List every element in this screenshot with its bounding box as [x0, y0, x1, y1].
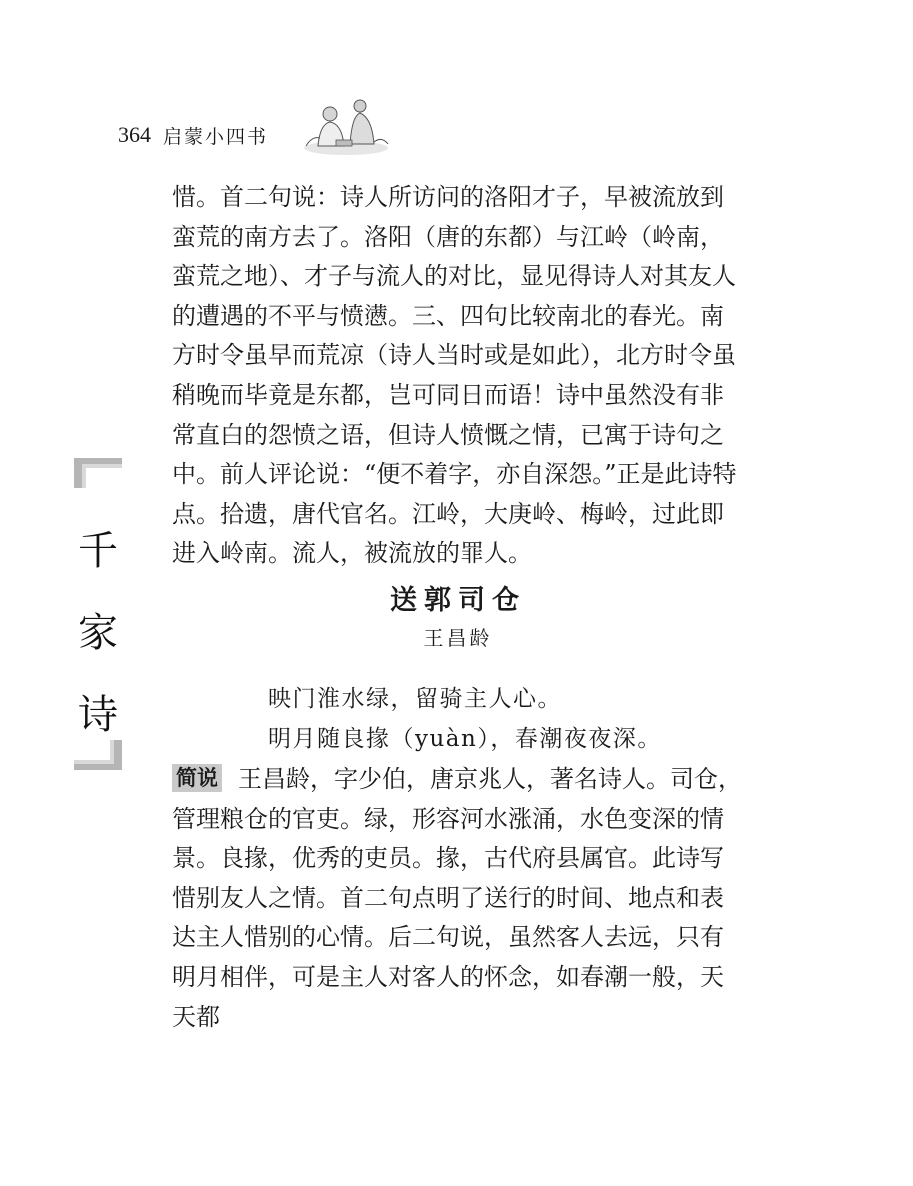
side-section-tab — [74, 458, 122, 770]
bracket-top-icon — [74, 458, 122, 488]
side-char-3: 诗 — [78, 692, 118, 738]
paragraph-previous-commentary: 惜。首二句说：诗人所访问的洛阳才子，早被流放到蛮荒的南方去了。洛阳（唐的东都）与江岭（岭南，蛮荒之地）、才子与流人的对比，显见得诗人对其友人的遭遇的不平与愤懑。三、四句比较南北的春光。南方时令虽早而荒凉（诗人当时或是如此），北方时令虽稍晚而毕竟是东都，岂可同日而语！诗中虽然没有非常直白的怨愤之语，但诗人愤慨之情，已寓于诗句之中。前人评论说：“便不着字，亦自深怨。”正是此诗特点。拾遗，唐代官名。江岭，大庚岭、梅岭，过此即进入岭南。流人，被流放的罪人。 — [172, 183, 737, 568]
commentary-text: 王昌龄，字少伯，唐京兆人，著名诗人。司仓，管理粮仓的官吏。绿，形容河水涨涌，水色变深的情景。良掾，优秀的吏员。掾，古代府县属官。此诗写惜别友人之情。首二句点明了送行的时间、地点和表达主人惜别的心情。后二句说，虽然客人去远，只有明月相伴，可是主人对客人的怀念，如春潮一般，天天都 — [172, 765, 742, 1031]
poem-author: 王昌龄 — [423, 626, 493, 650]
side-char-1: 千 — [78, 528, 118, 574]
book-title: 启蒙小四书 — [163, 125, 269, 148]
page-header — [118, 118, 268, 152]
commentary-label: 简说 — [172, 764, 222, 792]
side-char-2: 家 — [78, 610, 118, 656]
page-number: 364 — [118, 122, 151, 147]
poem-line-1: 映门淮水绿，留骑主人心。 — [268, 686, 562, 712]
scholars-illustration-icon — [300, 96, 392, 158]
commentary-paragraph — [172, 760, 744, 1037]
poem-title: 送郭司仓 — [390, 585, 526, 616]
poem-line-2: 明月随良掾（yuàn），春潮夜夜深。 — [268, 726, 662, 752]
bracket-bottom-icon — [74, 740, 122, 770]
